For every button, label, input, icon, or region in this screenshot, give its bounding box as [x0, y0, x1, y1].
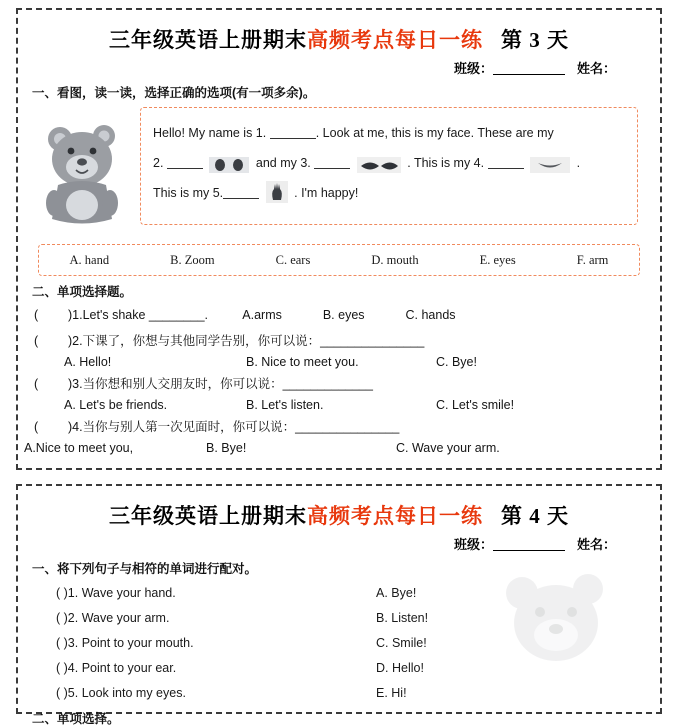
question-4-option-a[interactable]: A.Nice to meet you, [24, 441, 134, 455]
option-b[interactable]: B. Zoom [170, 252, 215, 267]
section-heading-3: 一、将下列句子与相符的单词进行配对。 [32, 562, 258, 576]
reading-blank-4[interactable] [488, 156, 524, 169]
page-title-day3 [28, 24, 650, 54]
question-4 [34, 417, 650, 438]
page-title-day4 [28, 500, 650, 530]
bear-illustration-icon [42, 119, 134, 229]
reading-text-2d: . [576, 156, 581, 170]
name-label: 姓名： [576, 61, 616, 76]
match-item-3[interactable]: ( )3. Point to your mouth. [56, 636, 194, 650]
match-item-1[interactable]: ( )1. Wave your hand. [56, 586, 176, 600]
question-3 [34, 374, 650, 395]
match-item-2[interactable]: ( )2. Wave your arm. [56, 611, 170, 625]
match-option-d[interactable]: D. Hello! [376, 661, 424, 675]
option-f[interactable]: F. arm [576, 252, 609, 267]
class-blank[interactable] [493, 61, 565, 75]
class-label: 班级： [453, 61, 493, 76]
option-a[interactable]: A. hand [69, 252, 110, 267]
option-c[interactable]: C. ears [275, 252, 311, 267]
mouth-picture-icon [530, 157, 570, 173]
watermark-bear-icon [496, 567, 616, 687]
question-3-option-b[interactable]: B. Let's listen. [246, 398, 324, 412]
student-meta-row-day3 [28, 58, 616, 77]
class-blank-2[interactable] [493, 537, 565, 551]
question-1-option-b[interactable]: B. eyes [322, 308, 365, 322]
match-option-a[interactable]: A. Bye! [376, 586, 417, 600]
question-4-option-c[interactable]: C. Wave your arm. [396, 441, 500, 455]
worksheet-card-day3 [16, 8, 662, 470]
option-e[interactable]: E. eyes [479, 252, 516, 267]
matching-right-column [376, 581, 428, 706]
question-3-option-a[interactable]: A. Let's be friends. [64, 398, 168, 412]
reading-blank-5[interactable] [223, 186, 259, 199]
question-4-answers [24, 441, 650, 455]
matching-left-column [56, 581, 194, 706]
question-4-stem: )4.当你与别人第一次见面时，你可以说：_______________ [68, 420, 400, 434]
reading-blank-3[interactable] [314, 156, 350, 169]
answer-options-strip [38, 244, 640, 276]
reading-text-3b: . I'm happy! [294, 186, 359, 200]
question-4-bracket[interactable]: ( [34, 420, 39, 434]
reading-text-1a: Hello! My name is 1. [153, 126, 267, 140]
question-3-option-c[interactable]: C. Let's smile! [436, 398, 515, 412]
title-highlight-2: 高频考点每日一练 [307, 504, 483, 528]
reading-area [28, 105, 650, 240]
matching-exercise [28, 581, 650, 705]
reading-text-2b: and my 3. [255, 156, 311, 170]
reading-blank-1[interactable] [270, 126, 316, 139]
title-highlight: 高频考点每日一练 [307, 28, 483, 52]
match-item-4[interactable]: ( )4. Point to your ear. [56, 661, 177, 675]
class-label-2: 班级： [453, 537, 493, 552]
section-heading-1: 一、看图，读一读，选择正确的选项(有一项多余)。 [32, 86, 316, 100]
question-1-stem: )1.Let's shake ________. [68, 308, 208, 322]
ears-picture-icon [209, 157, 249, 173]
question-3-stem: )3.当你想和别人交朋友时，你可以说：_____________ [68, 377, 373, 391]
match-option-c[interactable]: C. Smile! [376, 636, 427, 650]
question-2 [34, 331, 650, 352]
match-item-5[interactable]: ( )5. Look into my eyes. [56, 686, 186, 700]
question-2-option-a[interactable]: A. Hello! [64, 355, 112, 369]
option-d[interactable]: D. mouth [371, 252, 419, 267]
section-heading-2: 二、单项选择题。 [32, 285, 133, 299]
question-1 [34, 305, 650, 326]
eyes-picture-icon [357, 157, 401, 173]
reading-text-1b: . Look at me, this is my face. These are my [315, 126, 554, 140]
reading-blank-2[interactable] [167, 156, 203, 169]
student-meta-row-day4 [28, 534, 616, 553]
question-4-option-b[interactable]: B. Bye! [206, 441, 247, 455]
question-2-stem: )2.下课了，你想与其他同学告别，你可以说：_______________ [68, 334, 425, 348]
section-heading-4: 二、单项选择。 [32, 712, 120, 726]
question-2-bracket[interactable]: ( [34, 334, 39, 348]
question-2-option-b[interactable]: B. Nice to meet you. [246, 355, 359, 369]
match-option-b[interactable]: B. Listen! [376, 611, 429, 625]
question-1-option-a[interactable]: A.arms [242, 308, 282, 322]
question-2-option-c[interactable]: C. Bye! [436, 355, 477, 369]
question-3-answers [34, 398, 650, 412]
question-3-bracket[interactable]: ( [34, 377, 39, 391]
reading-line-3 [153, 178, 625, 208]
question-2-answers [34, 355, 650, 369]
reading-passage-box [140, 107, 638, 225]
title-prefix-2: 三年级英语上册期末 [109, 504, 307, 528]
reading-text-2c: . This is my 4. [407, 156, 485, 170]
reading-text-3a: This is my 5. [153, 186, 224, 200]
reading-line-2 [153, 148, 625, 178]
name-label-2: 姓名： [576, 537, 616, 552]
match-option-e[interactable]: E. Hi! [376, 686, 407, 700]
question-1-option-c[interactable]: C. hands [405, 308, 456, 322]
title-day: 第 3 天 [501, 28, 569, 52]
title-day-2: 第 4 天 [501, 504, 569, 528]
title-prefix: 三年级英语上册期末 [109, 28, 307, 52]
worksheet-card-day4 [16, 484, 662, 726]
question-1-bracket[interactable]: ( [34, 308, 39, 322]
reading-text-2a: 2. [153, 156, 164, 170]
hand-picture-icon [266, 181, 288, 203]
reading-line-1 [153, 118, 625, 148]
